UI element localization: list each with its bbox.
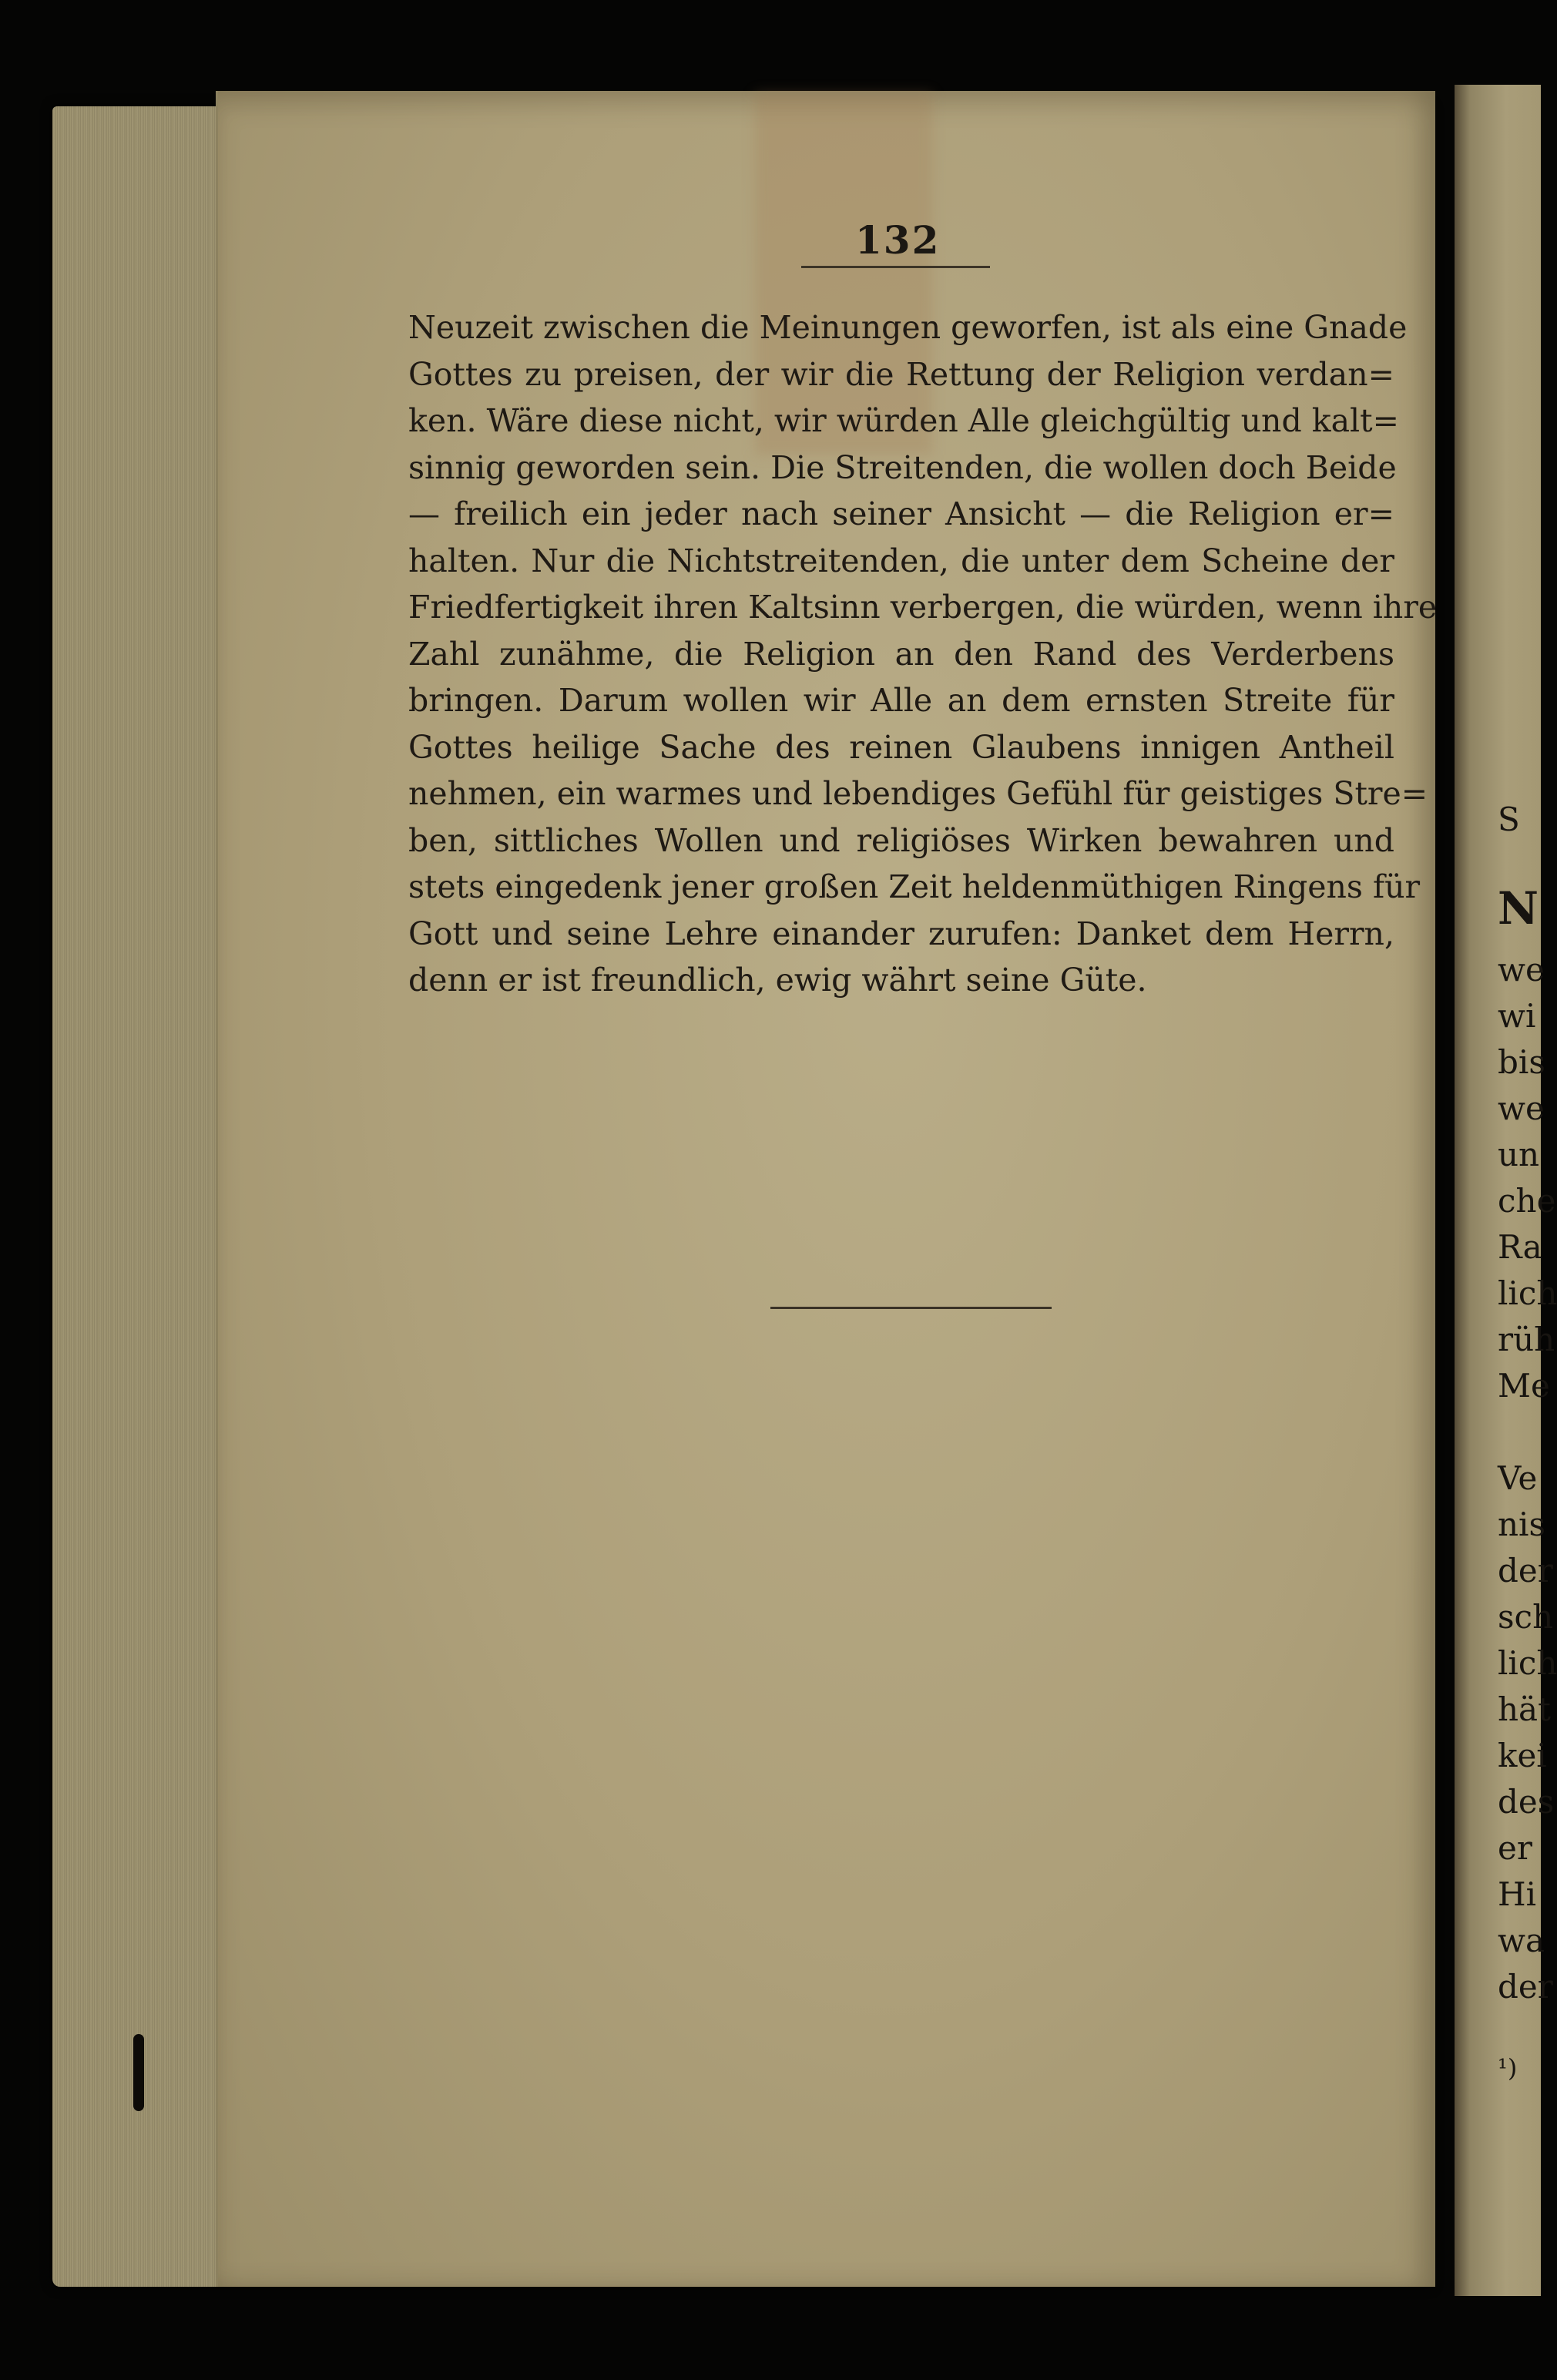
text-line: Friedfertigkeit ihren Kaltsinn verbergen, die würden, wenn ihre <box>408 589 1438 626</box>
right-page-fragment: sch <box>1498 1598 1554 1636</box>
right-page-fragment: Me <box>1498 1367 1550 1405</box>
right-page-fragment: lich <box>1498 1644 1557 1682</box>
right-page-fragment: Ra <box>1498 1228 1542 1266</box>
right-page-fragment: we <box>1498 1089 1545 1127</box>
right-page-fragment: der <box>1498 1552 1553 1589</box>
text-line: Gottes zu preisen, der wir die Rettung der Religion verdan= <box>408 355 1394 393</box>
right-page-fragment: der <box>1498 1968 1553 2006</box>
text-line: denn er ist freundlich, ewig währt seine Güte. <box>408 962 1147 999</box>
right-page-fragment: des <box>1498 1783 1555 1821</box>
right-page-fragment: nis <box>1498 1506 1546 1543</box>
right-page-fragment: ¹) <box>1498 2053 1518 2083</box>
text-line: halten. Nur die Nichtstreitenden, die unter dem Scheine der <box>408 542 1394 579</box>
page-number-rule <box>801 266 990 268</box>
body-text <box>408 304 1438 1004</box>
right-page-fragment: hät <box>1498 1690 1551 1728</box>
text-line: bringen. Darum wollen wir Alle an dem ernsten Streite für <box>408 682 1394 719</box>
text-line: Neuzeit zwischen die Meinungen geworfen, ist als eine Gnade <box>408 309 1408 346</box>
text-line: ben, sittliches Wollen und religiöses Wirken bewahren und <box>408 821 1394 859</box>
text-line: Gottes heilige Sache des reinen Glaubens innigen Antheil <box>408 728 1394 766</box>
book-page-right <box>1455 85 1557 2296</box>
right-page-fragment: Hi <box>1498 1875 1537 1913</box>
right-page-fragment: we <box>1498 951 1545 989</box>
right-page-fragment: rüh <box>1498 1321 1555 1358</box>
text-line: Gott und seine Lehre einander zurufen: Danket dem Herrn, <box>408 915 1394 952</box>
text-line: stets eingedenk jener großen Zeit heldenmüthigen Ringens für <box>408 868 1421 905</box>
section-end-rule <box>770 1307 1052 1309</box>
text-line: nehmen, ein warmes und lebendiges Gefühl für geistiges Stre= <box>408 775 1428 812</box>
right-page-fragment: wi <box>1498 997 1536 1035</box>
text-line: Zahl zunähme, die Religion an den Rand des Verderbens <box>408 635 1394 673</box>
right-page-fragment: che <box>1498 1182 1556 1220</box>
right-page-fragment: er <box>1498 1829 1532 1867</box>
right-page-fragment: kei <box>1498 1737 1547 1774</box>
right-page-fragment: wa <box>1498 1922 1545 1959</box>
right-page-fragment: Ve <box>1498 1459 1538 1497</box>
binding-mark <box>133 2034 144 2111</box>
right-page-fragment: un <box>1498 1136 1540 1173</box>
right-page-fragment: N <box>1498 882 1539 935</box>
text-line: sinnig geworden sein. Die Streitenden, die wollen doch Beide <box>408 448 1397 486</box>
text-line: ken. Wäre diese nicht, wir würden Alle gleichgültig und kalt= <box>408 402 1399 439</box>
page-number: 132 <box>855 217 941 263</box>
text-line: — freilich ein jeder nach seiner Ansicht — die Religion er= <box>408 495 1394 532</box>
right-page-fragment: S <box>1498 801 1520 838</box>
right-page-fragment: lich <box>1498 1274 1557 1312</box>
right-page-fragment: bis <box>1498 1043 1545 1081</box>
